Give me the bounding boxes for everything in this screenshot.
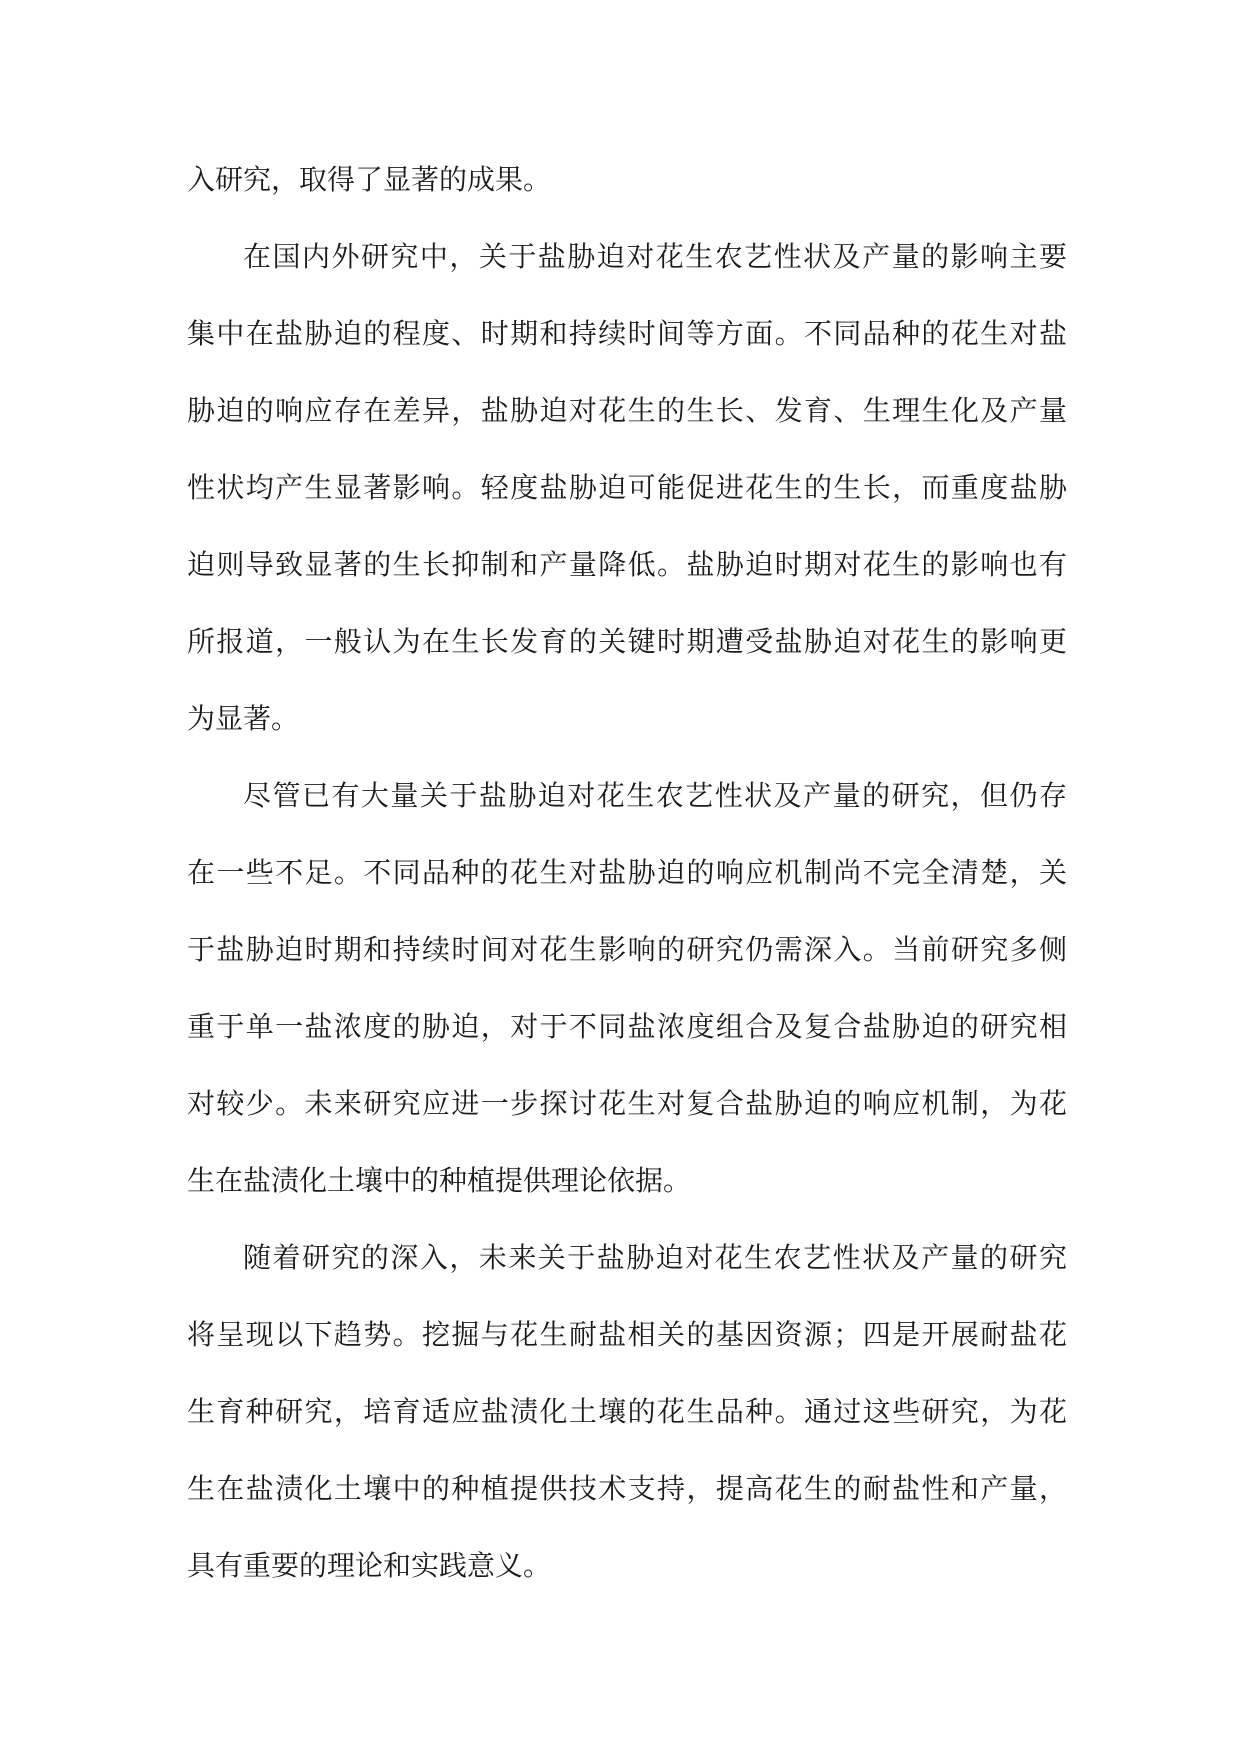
text-line: 胁迫的响应存在差异，盐胁迫对花生的生长、发育、生理生化及产量 (187, 394, 1067, 427)
text-line: 性状均产生显著影响。轻度盐胁迫可能促进花生的生长，而重度盐胁 (187, 471, 1067, 504)
text-line: 集中在盐胁迫的程度、时期和持续时间等方面。不同品种的花生对盐 (187, 317, 1067, 350)
text-line: 迫则导致显著的生长抑制和产量降低。盐胁迫时期对花生的影响也有 (187, 548, 1067, 581)
text-line: 将呈现以下趋势。挖掘与花生耐盐相关的基因资源；四是开展耐盐花 (187, 1318, 1067, 1351)
text-line: 重于单一盐浓度的胁迫，对于不同盐浓度组合及复合盐胁迫的研究相 (187, 1010, 1067, 1043)
text-line: 生在盐渍化土壤中的种植提供技术支持，提高花生的耐盐性和产量， (187, 1472, 1067, 1505)
paragraph-4 (187, 1219, 1067, 1604)
text-line: 尽管已有大量关于盐胁迫对花生农艺性状及产量的研究，但仍存 (243, 779, 1067, 812)
paragraph-2 (187, 218, 1067, 757)
text-line: 在国内外研究中，关于盐胁迫对花生农艺性状及产量的影响主要 (243, 240, 1067, 273)
text-line: 入研究，取得了显著的成果。 (187, 163, 552, 196)
text-line: 在一些不足。不同品种的花生对盐胁迫的响应机制尚不完全清楚，关 (187, 856, 1067, 889)
text-line: 生在盐渍化土壤中的种植提供理论依据。 (187, 1164, 692, 1197)
text-line: 随着研究的深入，未来关于盐胁迫对花生农艺性状及产量的研究 (243, 1241, 1067, 1274)
paragraph-1 (187, 141, 1067, 218)
text-line: 对较少。未来研究应进一步探讨花生对复合盐胁迫的响应机制，为花 (187, 1087, 1067, 1120)
text-line: 为显著。 (187, 702, 300, 735)
paragraph-3 (187, 757, 1067, 1219)
text-line: 所报道，一般认为在生长发育的关键时期遭受盐胁迫对花生的影响更 (187, 625, 1067, 658)
text-line: 生育种研究，培育适应盐渍化土壤的花生品种。通过这些研究，为花 (187, 1395, 1067, 1428)
body-text (187, 141, 1067, 1604)
text-line: 具有重要的理论和实践意义。 (187, 1549, 552, 1582)
text-line: 于盐胁迫时期和持续时间对花生影响的研究仍需深入。当前研究多侧 (187, 933, 1067, 966)
